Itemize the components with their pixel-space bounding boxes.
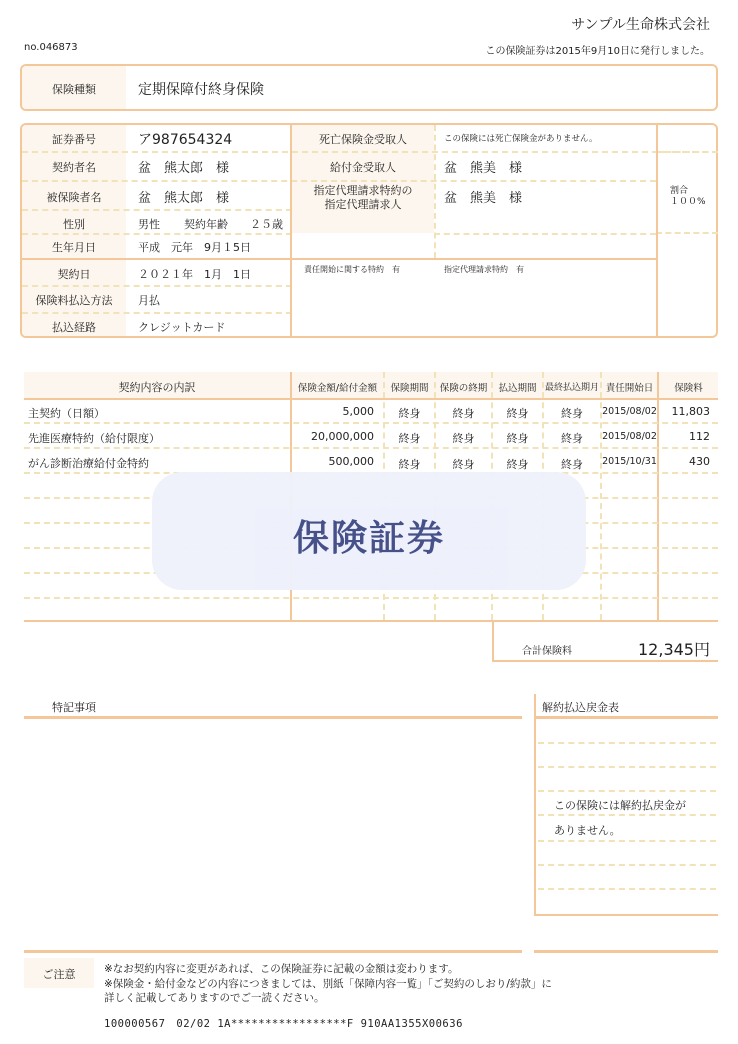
row2-name: 先進医療特約（給付限度）: [28, 432, 160, 445]
special-clause-1: 責任開始に関する特約 有: [304, 265, 400, 274]
row3-start: 2015/10/31: [602, 456, 657, 467]
insurance-type-label: 保険種類: [52, 83, 96, 96]
contract-date-label: 契約日: [57, 268, 91, 281]
total-premium-label: 合計保険料: [522, 646, 572, 657]
barcode-text: 100000567 02/02 1A*****************F 910AA1355X00636: [104, 1018, 463, 1030]
age-value: ２５歳: [250, 218, 283, 231]
birth-value: 平成 元年 9月１5日: [138, 241, 251, 254]
row1-amount: 5,000: [342, 405, 374, 418]
payment-method-value: 月払: [138, 294, 160, 307]
row1-start: 2015/08/02: [602, 406, 657, 417]
row3-premium: 430: [689, 455, 710, 468]
policy-number-label: 証券番号: [52, 133, 96, 146]
col-header-start: 責任開始日: [605, 383, 654, 394]
policy-number-value: ア987654324: [138, 132, 233, 148]
company-name: サンプル生命株式会社: [571, 17, 710, 33]
watermark-text: 保険証券: [292, 518, 445, 559]
insured-value: 盆 熊太郎 様: [138, 191, 230, 206]
row2-start: 2015/08/02: [602, 431, 657, 442]
row1-premium: 11,803: [671, 405, 710, 418]
birth-label: 生年月日: [52, 241, 96, 254]
caution-line-1: ※なお契約内容に変更があれば、この保険証券に記載の金額は変わります。: [104, 963, 459, 975]
payment-route-value: クレジットカード: [138, 321, 226, 334]
col-header-pay-period: 払込期間: [498, 383, 537, 394]
caution-line-2: ※保険金・給付金などの内容につきましては、別紙「保障内容一覧」「ご契約のしおり/約款」に: [104, 978, 552, 990]
row1-last: 終身: [561, 407, 583, 420]
surrender-text-2: ありません。: [554, 824, 621, 837]
benefit-beneficiary-label: 給付金受取人: [330, 161, 396, 174]
col-header-breakdown: 契約内容の内訳: [118, 381, 196, 394]
gender-value: 男性: [138, 218, 160, 231]
watermark-panel: [152, 472, 586, 590]
row2-amount: 20,000,000: [311, 430, 374, 443]
notes-bottom-line: [24, 950, 522, 953]
notes-underline: [24, 716, 522, 719]
col-header-premium: 保険料: [674, 383, 703, 394]
contract-date-value: ２０２１年 1月 1日: [138, 268, 251, 281]
payment-method-label: 保険料払込方法: [35, 294, 113, 307]
agent-label-line2: 指定代理請求人: [324, 198, 402, 211]
row3-last: 終身: [561, 458, 583, 471]
surrender-bottom-line: [534, 950, 718, 953]
death-beneficiary-label: 死亡保険金受取人: [319, 133, 407, 146]
document-number: no.046873: [24, 42, 78, 53]
row3-amount: 500,000: [328, 455, 374, 468]
payment-route-label: 払込経路: [52, 321, 96, 334]
row2-pay: 終身: [506, 432, 529, 445]
ratio-value: １００%: [670, 197, 706, 207]
contractor-label: 契約者名: [52, 161, 96, 174]
insurance-type-box: [20, 64, 718, 111]
notes-label: 特記事項: [52, 701, 96, 714]
total-premium-box: [492, 620, 718, 662]
insured-label: 被保険者名: [46, 191, 102, 204]
col-header-end: 保険の終期: [439, 383, 488, 394]
death-beneficiary-value: この保険には死亡保険金がありません。: [444, 134, 598, 144]
row1-end: 終身: [452, 407, 475, 420]
special-clause-2: 指定代理請求特約 有: [444, 265, 524, 274]
contractor-value: 盆 熊太郎 様: [138, 161, 230, 176]
row3-pay: 終身: [506, 458, 529, 471]
surrender-label: 解約払込戻金表: [542, 701, 619, 714]
row1-name: 主契約（日額）: [28, 407, 105, 420]
issue-date: この保険証券は2015年9月10日に発行しました。: [485, 46, 710, 57]
contract-info-box: [20, 123, 718, 338]
ratio-label: 割合: [670, 186, 689, 196]
gender-label: 性別: [63, 218, 85, 231]
benefit-beneficiary-value: 盆 熊美 様: [444, 161, 523, 176]
caution-label: ご注意: [42, 968, 76, 981]
surrender-text-1: この保険には解約払戻金が: [554, 799, 686, 812]
row3-period: 終身: [398, 458, 421, 471]
insurance-type-value: 定期保障付終身保険: [138, 82, 264, 98]
col-header-period: 保険期間: [390, 383, 429, 394]
agent-value: 盆 熊美 様: [444, 191, 523, 206]
age-label: 契約年齢: [184, 218, 228, 231]
col-header-amount: 保険金額/給付金額: [297, 383, 378, 394]
agent-label-line1: 指定代理請求特約の: [313, 184, 413, 197]
col-header-last-pay: 最終払込期月: [544, 383, 599, 393]
row2-period: 終身: [398, 432, 421, 445]
row1-period: 終身: [398, 407, 421, 420]
row2-premium: 112: [689, 430, 710, 443]
row3-end: 終身: [452, 458, 475, 471]
total-premium-value: 12,345円: [638, 640, 710, 659]
row3-name: がん診断治療給付金特約: [28, 457, 149, 470]
row1-pay: 終身: [506, 407, 529, 420]
surrender-table: [534, 694, 718, 916]
caution-line-3: 詳しく記載してありますのでご一読ください。: [104, 992, 325, 1004]
row2-end: 終身: [452, 432, 475, 445]
row2-last: 終身: [561, 432, 583, 445]
